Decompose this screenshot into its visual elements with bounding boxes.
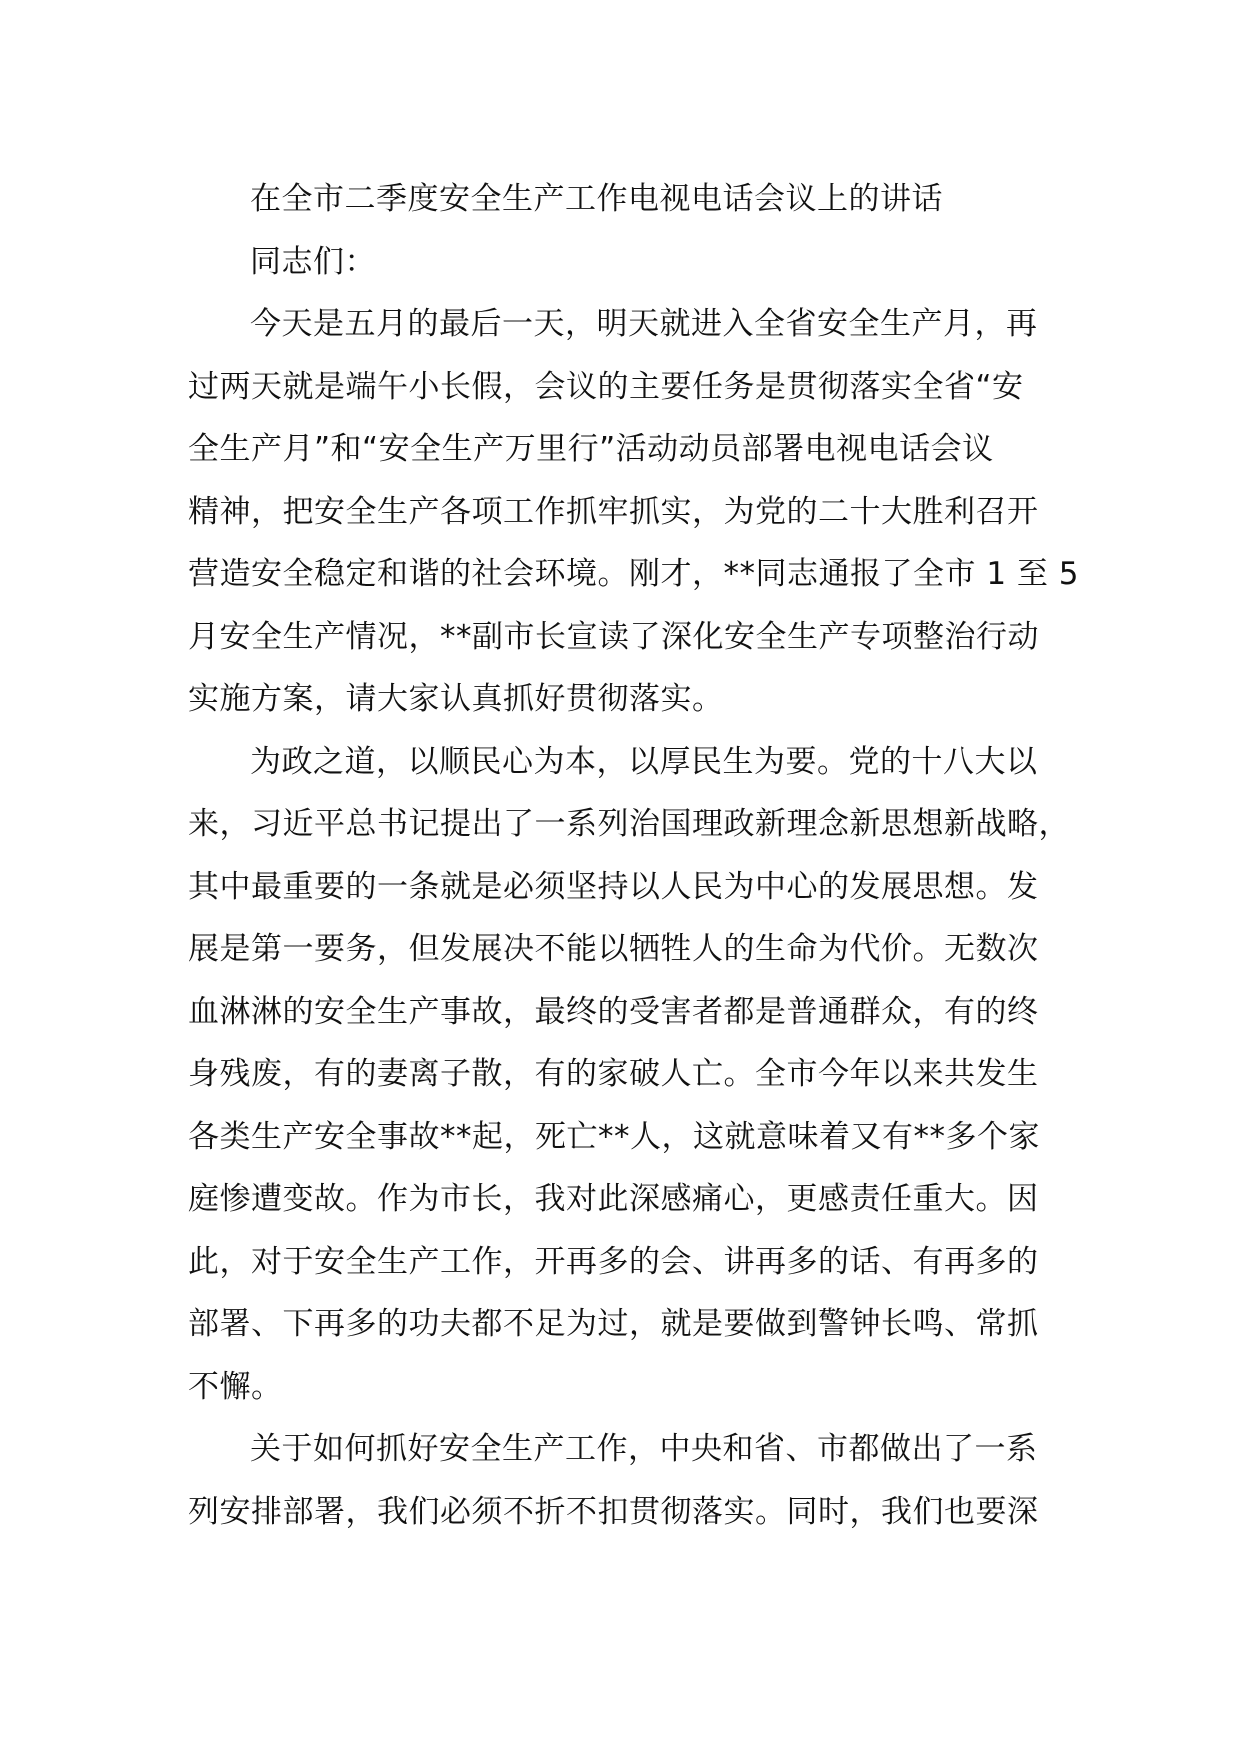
paragraph-line: 其中最重要的一条就是必须坚持以人民为中心的发展思想。发 [188,868,1039,905]
paragraph-line: 血淋淋的安全生产事故，最终的受害者都是普通群众，有的终 [188,993,1039,1030]
paragraph-line: 营造安全稳定和谐的社会环境。刚才，**同志通报了全市 1 至 5 [188,556,1080,592]
paragraph-line: 来，习近平总书记提出了一系列治国理政新理念新思想新战略， [188,806,1070,842]
paragraph-line: 过两天就是端午小长假，会议的主要任务是贯彻落实全省“安 [188,368,1024,405]
salutation: 同志们： [250,243,376,280]
paragraph-1 [188,293,1080,731]
paragraph-line: 关于如何抓好安全生产工作，中央和省、市都做出了一系 [250,1431,1038,1467]
paragraph-line: 列安排部署，我们必须不折不扣贯彻落实。同时，我们也要深 [188,1493,1039,1530]
paragraph-line: 部署、下再多的功夫都不足为过，就是要做到警钟长鸣、常抓 [188,1306,1039,1342]
paragraph-line: 为政之道，以顺民心为本，以厚民生为要。党的十八大以 [250,743,1038,780]
paragraph-line: 展是第一要务，但发展决不能以牺牲人的生命为代价。无数次 [188,931,1039,967]
paragraph-line: 庭惨遭变故。作为市长，我对此深感痛心，更感责任重大。因 [188,1181,1039,1217]
paragraph-line: 不懈。 [188,1368,283,1405]
paragraph-line: 身残废，有的妻离子散，有的家破人亡。全市今年以来共发生 [188,1056,1039,1092]
paragraph-line: 月安全生产情况，**副市长宣读了深化安全生产专项整治行动 [188,618,1039,655]
paragraph-line: 各类生产安全事故**起，死亡**人，这就意味着又有**多个家 [188,1118,1040,1155]
paragraph-line: 此，对于安全生产工作，开再多的会、讲再多的话、有再多的 [188,1243,1039,1280]
paragraph-line: 实施方案，请大家认真抓好贯彻落实。 [188,681,724,717]
document-body [188,168,1080,1543]
paragraph-line: 今天是五月的最后一天，明天就进入全省安全生产月，再 [250,306,1038,342]
document-title: 在全市二季度安全生产工作电视电话会议上的讲话 [250,181,943,217]
paragraph-line: 全生产月”和“安全生产万里行”活动动员部署电视电话会议 [188,431,994,467]
paragraph-3 [188,1418,1068,1543]
paragraph-line: 精神，把安全生产各项工作抓牢抓实，为党的二十大胜利召开 [188,493,1039,530]
paragraph-2 [188,731,1068,1419]
